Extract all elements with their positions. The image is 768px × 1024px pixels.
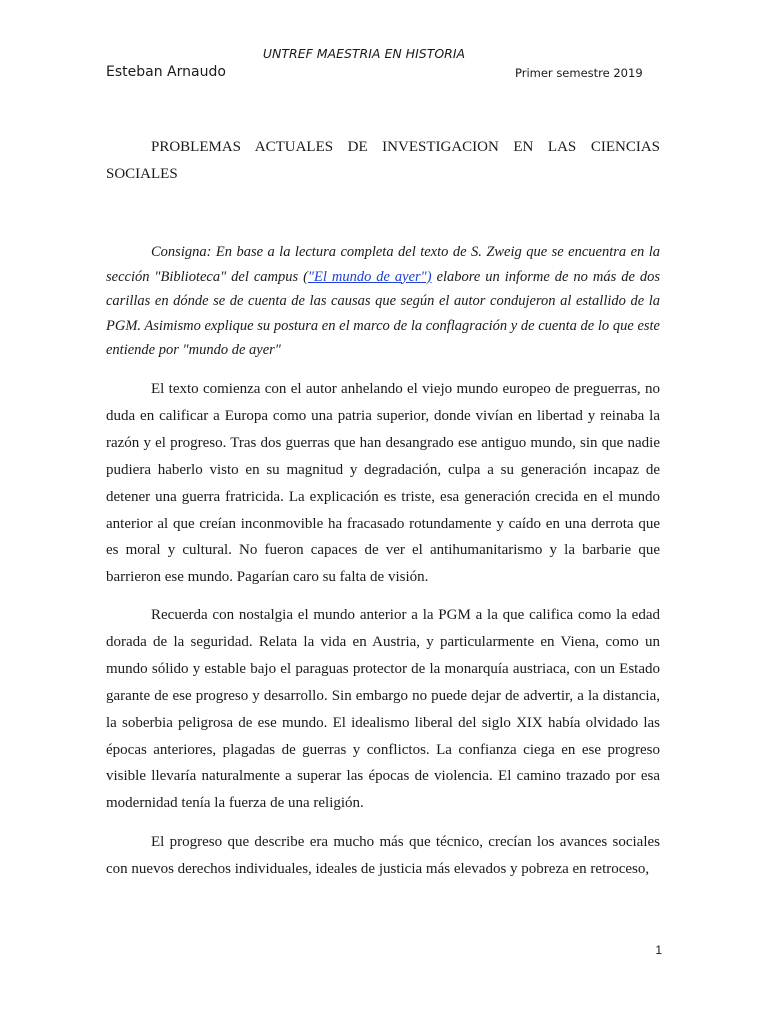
document-title: PROBLEMAS ACTUALES DE INVESTIGACION EN LAS CIENCIAS SOCIALES <box>106 139 660 182</box>
body-paragraph-1: El texto comienza con el autor anhelando el viejo mundo europeo de preguerras, no duda en calificar a Europa como una patria superior, donde vivían en libertad y reinaba la razón y el progreso. Tras dos guerras que han desangrado ese antiguo mundo, sin que nadie pudiera haberlo visto en su magnitud y degradación, culpa a su generación incapaz de detener una guerra fratricida. La explicación es triste, esa generación crecida en el mundo anterior al que creían inconmovible ha fracasado rotundamente y caído en una derrota que es moral y cultural. No fueron capaces de ver el antihumanitarismo y la barbarie que barrieron ese mundo. Pagarían caro su falta de visión. <box>106 381 660 586</box>
body-paragraph-2: Recuerda con nostalgia el mundo anterior a la PGM a la que califica como la edad dorada de la seguridad. Relata la vida en Austria, y particularmente en Viena, como un mundo sólido y estable bajo el paraguas protector de la monarquía austriaca, con un Estado garante de ese progreso y desarrollo. Sin embargo no puede dejar de advertir, a la distancia, la soberbia peligrosa de ese mundo. El idealismo liberal del siglo XIX había olvidado las épocas anteriores, plagadas de guerras y conflictos. La confianza ciega en ese progreso visible llevaría naturalmente a superar las épocas de violencia. El camino trazado por esa modernidad tenía la fuerza de una religión. <box>106 607 660 812</box>
page-number: 1 <box>655 943 662 957</box>
book-link[interactable]: "El mundo de ayer") <box>307 268 432 285</box>
assignment-instructions <box>106 240 660 363</box>
assignment-text-after-link: elabore un informe de no más de dos carillas en dónde se de cuenta de las causas que según el autor condujeron al estallido de la PGM. Asimismo explique su postura en el marco de la conflagración y de cuenta de lo que este entiende por "mundo de ayer" <box>106 268 660 359</box>
header-semester: Primer semestre 2019 <box>515 66 643 80</box>
body-paragraph-3: El progreso que describe era mucho más que técnico, crecían los avances sociales con nuevos derechos individuales, ideales de justicia más elevados y pobreza en retroceso, <box>106 834 660 877</box>
header-author: Esteban Arnaudo <box>106 64 226 80</box>
assignment-text-before-link: Consigna: En base a la lectura completa del texto de S. Zweig que se encuentra en la sección "Biblioteca" del campus ( <box>106 244 660 285</box>
header-institution: UNTREF MAESTRIA EN HISTORIA <box>262 46 466 61</box>
